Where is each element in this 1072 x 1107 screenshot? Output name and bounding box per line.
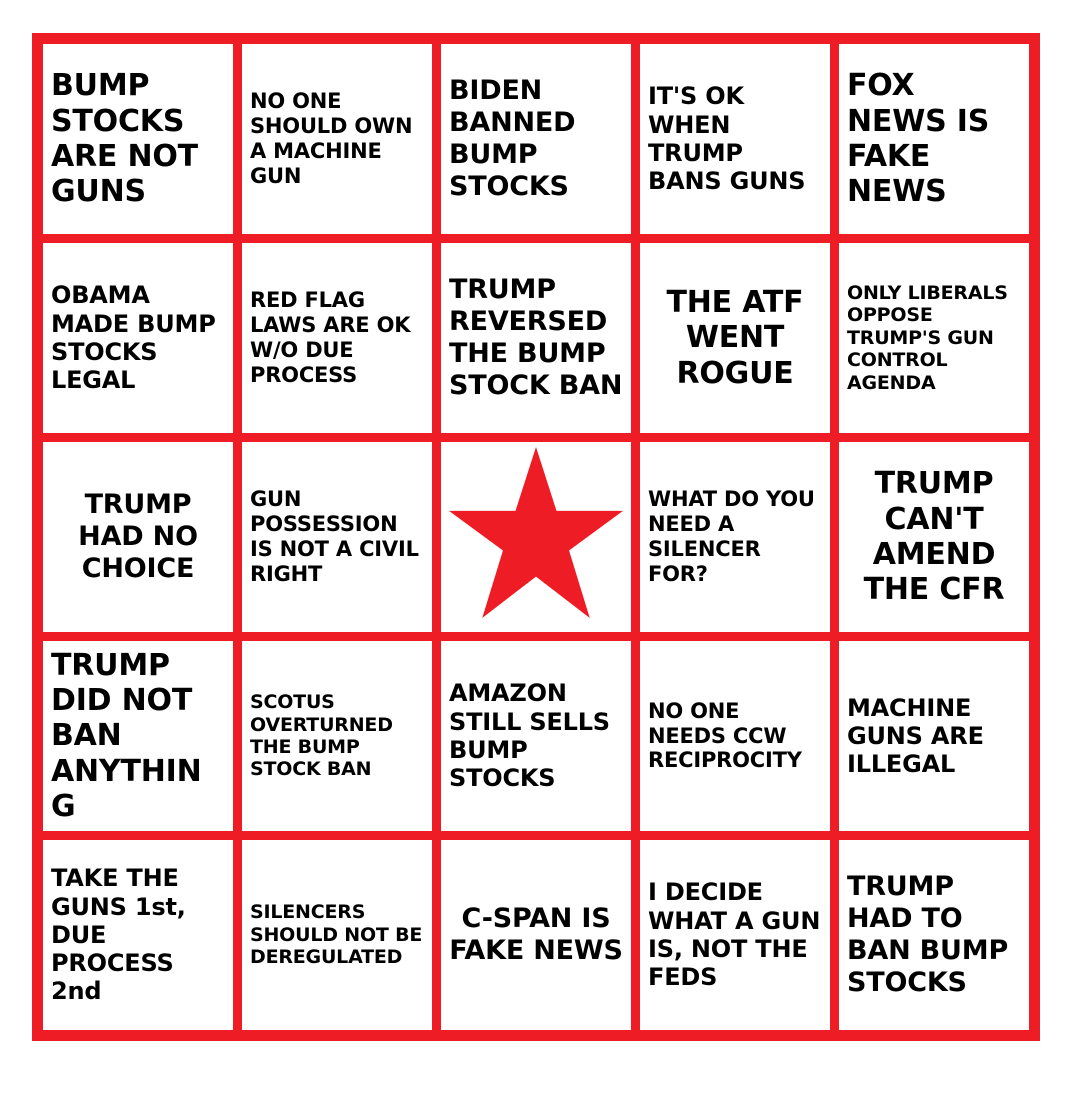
bingo-cell-label: NO ONE NEEDS CCW RECIPROCITY [648, 698, 802, 773]
bingo-cell[interactable] [242, 44, 432, 234]
bingo-cell-label: FOX NEWS IS FAKE NEWS [847, 68, 990, 210]
bingo-cell[interactable] [43, 44, 233, 234]
bingo-cell-label: TRUMP HAD TO BAN BUMP STOCKS [847, 871, 1009, 998]
bingo-cell-label: BUMP STOCKS ARE NOT GUNS [51, 68, 198, 210]
bingo-cell[interactable] [242, 641, 432, 831]
star-icon [449, 447, 623, 627]
bingo-cell[interactable] [242, 442, 432, 632]
bingo-cell[interactable] [441, 44, 631, 234]
bingo-cell[interactable] [640, 442, 830, 632]
bingo-cell-label: I DECIDE WHAT A GUN IS, NOT THE FEDS [648, 878, 821, 992]
bingo-cell[interactable] [839, 442, 1029, 632]
bingo-cell[interactable] [640, 840, 830, 1030]
bingo-cell[interactable] [839, 243, 1029, 433]
bingo-cell-label: OBAMA MADE BUMP STOCKS LEGAL [51, 281, 216, 395]
bingo-cell[interactable] [839, 641, 1029, 831]
bingo-cell[interactable] [242, 840, 432, 1030]
bingo-cell[interactable] [43, 442, 233, 632]
bingo-cell-label: SCOTUS OVERTURNED THE BUMP STOCK BAN [250, 691, 393, 781]
bingo-cell-label: TRUMP CAN'T AMEND THE CFR [863, 466, 1005, 608]
bingo-cell-label: IT'S OK WHEN TRUMP BANS GUNS [648, 82, 806, 196]
bingo-cell-label: C-SPAN IS FAKE NEWS [449, 903, 623, 966]
bingo-cell-label: GUN POSSESSION IS NOT A CIVIL RIGHT [250, 487, 419, 586]
bingo-cell-label: AMAZON STILL SELLS BUMP STOCKS [449, 679, 610, 793]
bingo-cell-label: BIDEN BANNED BUMP STOCKS [449, 75, 576, 202]
bingo-cell[interactable] [43, 243, 233, 433]
bingo-cell-label: TRUMP HAD NO CHOICE [78, 489, 198, 584]
bingo-cell-label: TRUMP DID NOT BAN ANYTHING [51, 647, 202, 825]
bingo-cell[interactable] [242, 243, 432, 433]
bingo-cell-label: TRUMP REVERSED THE BUMP STOCK BAN [449, 274, 623, 401]
bingo-cell-label: WHAT DO YOU NEED A SILENCER FOR? [648, 487, 815, 586]
bingo-cell[interactable] [640, 243, 830, 433]
bingo-cell[interactable] [441, 840, 631, 1030]
bingo-cell[interactable] [839, 44, 1029, 234]
bingo-cell[interactable] [441, 243, 631, 433]
bingo-cell[interactable] [441, 641, 631, 831]
bingo-cell[interactable] [839, 840, 1029, 1030]
bingo-cell[interactable] [43, 840, 233, 1030]
bingo-free-space[interactable] [441, 442, 631, 632]
bingo-cell[interactable] [640, 44, 830, 234]
bingo-cell-label: SILENCERS SHOULD NOT BE DEREGULATED [250, 901, 423, 969]
bingo-card-grid [32, 33, 1040, 1041]
bingo-cell-label: RED FLAG LAWS ARE OK W/O DUE PROCESS [250, 288, 411, 387]
bingo-cell[interactable] [640, 641, 830, 831]
bingo-cell-label: THE ATF WENT ROGUE [666, 284, 804, 391]
bingo-cell-label: ONLY LIBERALS OPPOSE TRUMP'S GUN CONTROL AGENDA [847, 281, 1008, 394]
bingo-cell-label: NO ONE SHOULD OWN A MACHINE GUN [250, 89, 413, 188]
bingo-cell-label: TAKE THE GUNS 1st, DUE PROCESS 2nd [51, 864, 186, 1006]
bingo-cell[interactable] [43, 641, 233, 831]
bingo-cell-label: MACHINE GUNS ARE ILLEGAL [847, 693, 984, 779]
